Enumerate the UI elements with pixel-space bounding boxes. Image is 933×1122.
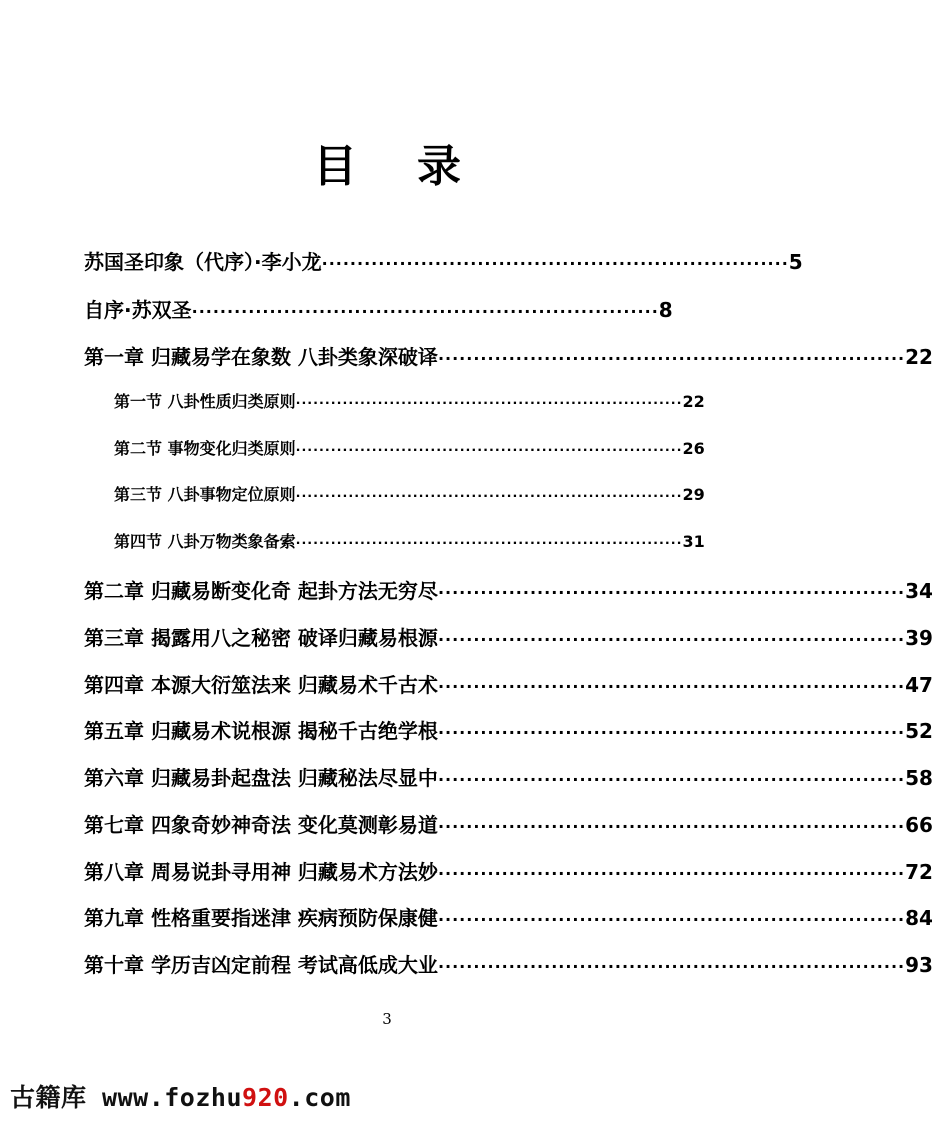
title-char-right: 录 bbox=[417, 141, 461, 192]
toc-leader-dots: ·································································· bbox=[437, 864, 906, 883]
toc-leader-dots: ·································································· bbox=[191, 302, 659, 321]
toc-title bbox=[0, 130, 774, 194]
toc-leader-dots: ·································································· bbox=[437, 677, 906, 696]
toc-section-row[interactable] bbox=[114, 389, 705, 412]
toc-entry-label: 第六章 归藏易卦起盘法 归藏秘法尽显中 bbox=[84, 766, 438, 790]
toc-leader-dots: ·································································· bbox=[295, 489, 683, 504]
toc-entry-label: 第七章 四象奇妙神奇法 变化莫测彰易道 bbox=[84, 813, 438, 837]
toc-section-row[interactable] bbox=[114, 482, 705, 505]
toc-page-number: 58 bbox=[905, 766, 933, 790]
toc-leader-dots: ·································································· bbox=[437, 957, 906, 976]
toc-leader-dots: ·································································· bbox=[295, 443, 683, 458]
toc-entry-label: 第四章 本源大衍筮法来 归藏易术千古术 bbox=[84, 673, 438, 697]
toc-entry-label: 自序·苏双圣 bbox=[84, 298, 192, 322]
toc-entry-label: 第二章 归藏易断变化奇 起卦方法无穷尽 bbox=[84, 579, 438, 603]
toc-page-number: 52 bbox=[905, 719, 933, 743]
toc-entry-label: 第一章 归藏易学在象数 八卦类象深破译 bbox=[84, 345, 438, 369]
toc-page-number: 22 bbox=[682, 392, 705, 411]
toc-entry-label: 第三章 揭露用八之秘密 破译归藏易根源 bbox=[84, 626, 438, 650]
toc-entry-label: 第一节 八卦性质归类原则 bbox=[114, 392, 296, 411]
toc-chapter-row[interactable] bbox=[84, 762, 933, 791]
toc-page-number: 47 bbox=[905, 673, 933, 697]
toc-page-number: 8 bbox=[658, 298, 673, 322]
toc-chapter-row[interactable] bbox=[84, 856, 933, 885]
toc-chapter-row[interactable] bbox=[84, 669, 933, 698]
toc-section-row[interactable] bbox=[114, 529, 705, 552]
toc-page-number: 22 bbox=[905, 345, 933, 369]
toc-page-number: 39 bbox=[905, 626, 933, 650]
toc-leader-dots: ·································································· bbox=[437, 817, 906, 836]
toc-leader-dots: ·································································· bbox=[295, 536, 683, 551]
watermark-suffix: .com bbox=[288, 1083, 351, 1112]
toc-leader-dots: ·································································· bbox=[437, 630, 906, 649]
toc-page-number: 5 bbox=[788, 250, 803, 274]
toc-leader-dots: ·································································· bbox=[437, 723, 906, 742]
toc-leader-dots: ·································································· bbox=[321, 254, 789, 273]
toc-page-number: 93 bbox=[905, 953, 933, 977]
toc-entry-label: 第三节 八卦事物定位原则 bbox=[114, 485, 296, 504]
toc-entry-label: 苏国圣印象（代序）·李小龙 bbox=[84, 250, 322, 274]
watermark-prefix: 古籍库 www.fozhu bbox=[10, 1083, 243, 1112]
toc-chapter-row[interactable] bbox=[84, 949, 933, 978]
toc-leader-dots: ·································································· bbox=[437, 910, 906, 929]
toc-page-number: 26 bbox=[682, 439, 705, 458]
toc-page-number: 31 bbox=[682, 532, 705, 551]
toc-entry-label: 第五章 归藏易术说根源 揭秘千古绝学根 bbox=[84, 719, 438, 743]
toc-leader-dots: ·································································· bbox=[437, 583, 906, 602]
page-number: 3 bbox=[382, 1010, 392, 1028]
watermark-number: 920 bbox=[242, 1083, 289, 1112]
toc-entry-label: 第二节 事物变化归类原则 bbox=[114, 439, 296, 458]
toc-entry-label: 第九章 性格重要指迷津 疾病预防保康健 bbox=[84, 906, 438, 930]
toc-page-number: 84 bbox=[905, 906, 933, 930]
toc-chapter-row[interactable] bbox=[84, 341, 933, 370]
toc-chapter-row[interactable] bbox=[84, 294, 673, 323]
toc-leader-dots: ·································································· bbox=[295, 396, 683, 411]
toc-entry-label: 第十章 学历吉凶定前程 考试高低成大业 bbox=[84, 953, 438, 977]
toc-chapter-row[interactable] bbox=[84, 809, 933, 838]
toc-page-number: 29 bbox=[682, 485, 705, 504]
toc-entry-label: 第四节 八卦万物类象备索 bbox=[114, 532, 296, 551]
title-char-left: 目 bbox=[313, 141, 357, 192]
toc-section-row[interactable] bbox=[114, 436, 705, 459]
toc-chapter-row[interactable] bbox=[84, 246, 803, 275]
watermark bbox=[10, 1078, 351, 1114]
toc-chapter-row[interactable] bbox=[84, 575, 933, 604]
toc-entry-label: 第八章 周易说卦寻用神 归藏易术方法妙 bbox=[84, 860, 438, 884]
toc-page-number: 66 bbox=[905, 813, 933, 837]
toc-chapter-row[interactable] bbox=[84, 622, 933, 651]
toc-page-number: 34 bbox=[905, 579, 933, 603]
toc-leader-dots: ·································································· bbox=[437, 770, 906, 789]
toc-chapter-row[interactable] bbox=[84, 715, 933, 744]
toc-leader-dots: ·································································· bbox=[437, 349, 906, 368]
toc-page-number: 72 bbox=[905, 860, 933, 884]
toc-chapter-row[interactable] bbox=[84, 902, 933, 931]
